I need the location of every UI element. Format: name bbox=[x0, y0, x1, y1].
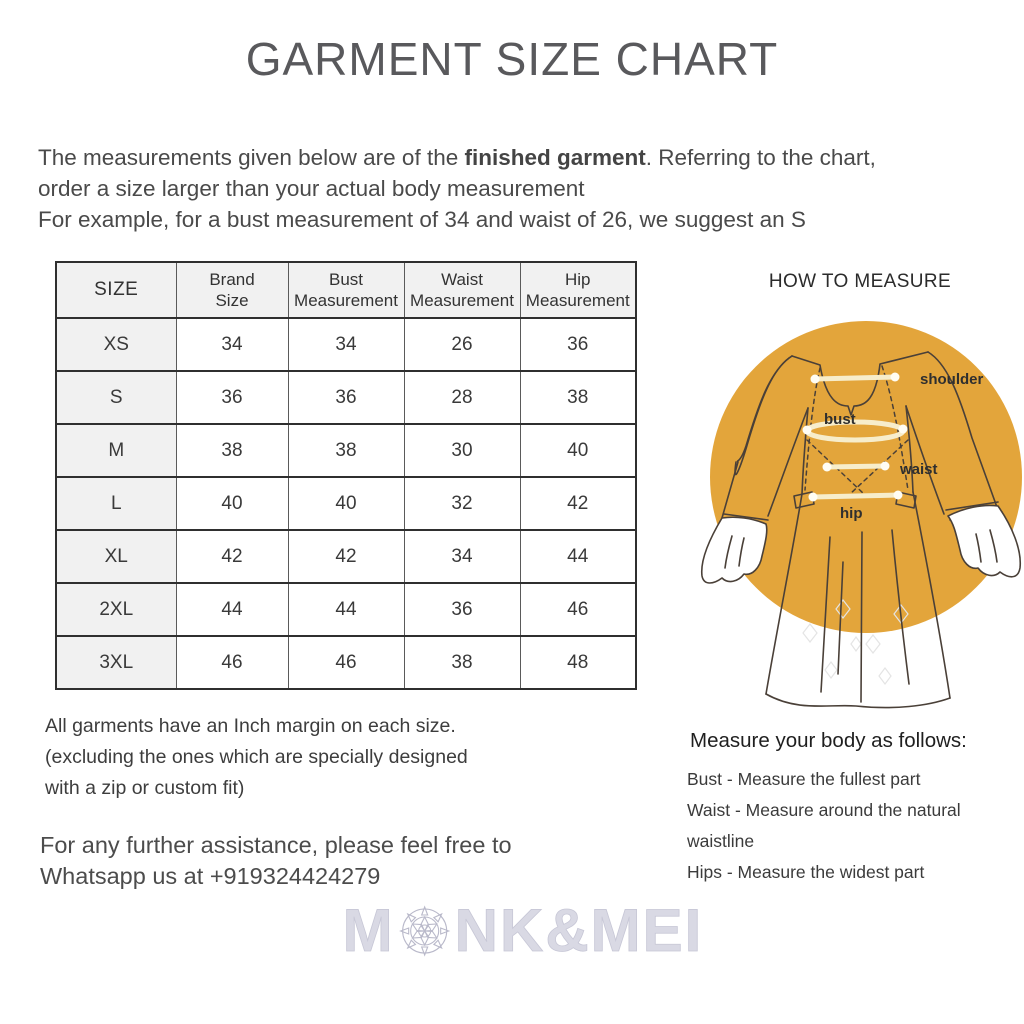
brand-size-cell: 46 bbox=[176, 636, 288, 689]
accent-circle bbox=[710, 321, 1022, 633]
measure-guide-list bbox=[687, 764, 1024, 888]
size-cell: XL bbox=[56, 530, 176, 583]
measure-guide-item-bust: Bust - Measure the fullest part bbox=[687, 769, 921, 789]
waist-cell: 34 bbox=[404, 530, 520, 583]
measure-guide-heading: Measure your body as follows: bbox=[690, 729, 967, 752]
size-cell: M bbox=[56, 424, 176, 477]
intro-line-1-bold: finished garment bbox=[464, 145, 646, 170]
size-cell: 3XL bbox=[56, 636, 176, 689]
column-header-waist-label: Waist Measurement bbox=[410, 269, 514, 310]
brand-watermark bbox=[343, 896, 704, 965]
bust-cell: 44 bbox=[288, 583, 404, 636]
column-header-brand-size bbox=[176, 262, 288, 318]
waist-cell: 30 bbox=[404, 424, 520, 477]
bust-label: bust bbox=[824, 411, 856, 428]
size-cell: S bbox=[56, 371, 176, 424]
intro-line-2: order a size larger than your actual body measurement bbox=[38, 176, 585, 201]
hip-cell: 48 bbox=[520, 636, 636, 689]
dress-illustration bbox=[680, 302, 1024, 714]
brand-size-cell: 44 bbox=[176, 583, 288, 636]
intro-line-1 bbox=[38, 142, 998, 173]
bust-cell: 38 bbox=[288, 424, 404, 477]
assistance-line-2-whatsapp-number: Whatsapp us at +919324424279 bbox=[40, 863, 381, 889]
assistance-line-1: For any further assistance, please feel free to bbox=[40, 832, 512, 858]
waist-cell: 38 bbox=[404, 636, 520, 689]
mandala-flower-icon bbox=[398, 904, 452, 958]
hip-cell: 38 bbox=[520, 371, 636, 424]
margin-note-line-3: with a zip or custom fit) bbox=[45, 777, 245, 799]
brand-size-cell: 34 bbox=[176, 318, 288, 371]
hip-cell: 46 bbox=[520, 583, 636, 636]
brand-size-cell: 38 bbox=[176, 424, 288, 477]
shoulder-label: shoulder bbox=[920, 371, 984, 388]
page-title: GARMENT SIZE CHART bbox=[245, 33, 779, 85]
table-row-xl bbox=[56, 530, 636, 583]
hip-cell: 42 bbox=[520, 477, 636, 530]
bust-cell: 46 bbox=[288, 636, 404, 689]
watermark-prefix: M bbox=[342, 897, 395, 964]
assistance-note bbox=[40, 830, 512, 892]
intro-paragraph bbox=[38, 142, 998, 235]
bust-cell: 42 bbox=[288, 530, 404, 583]
size-cell: 2XL bbox=[56, 583, 176, 636]
size-table-header-row bbox=[56, 262, 636, 318]
column-header-bust bbox=[288, 262, 404, 318]
intro-line-3: For example, for a bust measurement of 34 and waist of 26, we suggest an S bbox=[38, 207, 806, 232]
measure-guide-item-waist: Waist - Measure around the natural waistline bbox=[687, 800, 961, 851]
hip-cell: 36 bbox=[520, 318, 636, 371]
table-row-m bbox=[56, 424, 636, 477]
table-row-l bbox=[56, 477, 636, 530]
waist-cell: 36 bbox=[404, 583, 520, 636]
brand-size-cell: 42 bbox=[176, 530, 288, 583]
size-cell: L bbox=[56, 477, 176, 530]
column-header-size-label: SIZE bbox=[94, 279, 139, 301]
column-header-hip-label: Hip Measurement bbox=[525, 269, 630, 310]
watermark-suffix: NK&MEI bbox=[454, 897, 704, 964]
brand-size-cell: 36 bbox=[176, 371, 288, 424]
waist-cell: 26 bbox=[404, 318, 520, 371]
intro-line-1-pre: The measurements given below are of the bbox=[38, 145, 465, 170]
table-row-xs bbox=[56, 318, 636, 371]
column-header-waist bbox=[404, 262, 520, 318]
how-to-measure-heading: HOW TO MEASURE bbox=[768, 271, 952, 292]
bust-cell: 36 bbox=[288, 371, 404, 424]
brand-size-cell: 40 bbox=[176, 477, 288, 530]
table-row-3xl bbox=[56, 636, 636, 689]
hip-label: hip bbox=[840, 505, 863, 522]
table-row-2xl bbox=[56, 583, 636, 636]
size-cell: XS bbox=[56, 318, 176, 371]
measure-guide-item-hips: Hips - Measure the widest part bbox=[687, 862, 925, 882]
size-table bbox=[55, 261, 637, 690]
bust-cell: 40 bbox=[288, 477, 404, 530]
column-header-bust-label: Bust Measurement bbox=[294, 269, 398, 310]
column-header-size bbox=[56, 262, 176, 318]
margin-note bbox=[45, 711, 468, 804]
hip-cell: 40 bbox=[520, 424, 636, 477]
column-header-brand-size-label: Brand Size bbox=[209, 269, 255, 310]
size-table-container bbox=[55, 261, 637, 690]
margin-note-line-2: (excluding the ones which are specially designed bbox=[45, 746, 468, 768]
table-row-s bbox=[56, 371, 636, 424]
waist-label: waist bbox=[900, 461, 938, 478]
bust-cell: 34 bbox=[288, 318, 404, 371]
waist-cell: 28 bbox=[404, 371, 520, 424]
column-header-hip bbox=[520, 262, 636, 318]
margin-note-line-1: All garments have an Inch margin on each size. bbox=[45, 715, 456, 737]
intro-line-1-post: . Referring to the chart, bbox=[645, 145, 876, 170]
waist-cell: 32 bbox=[404, 477, 520, 530]
hip-cell: 44 bbox=[520, 530, 636, 583]
